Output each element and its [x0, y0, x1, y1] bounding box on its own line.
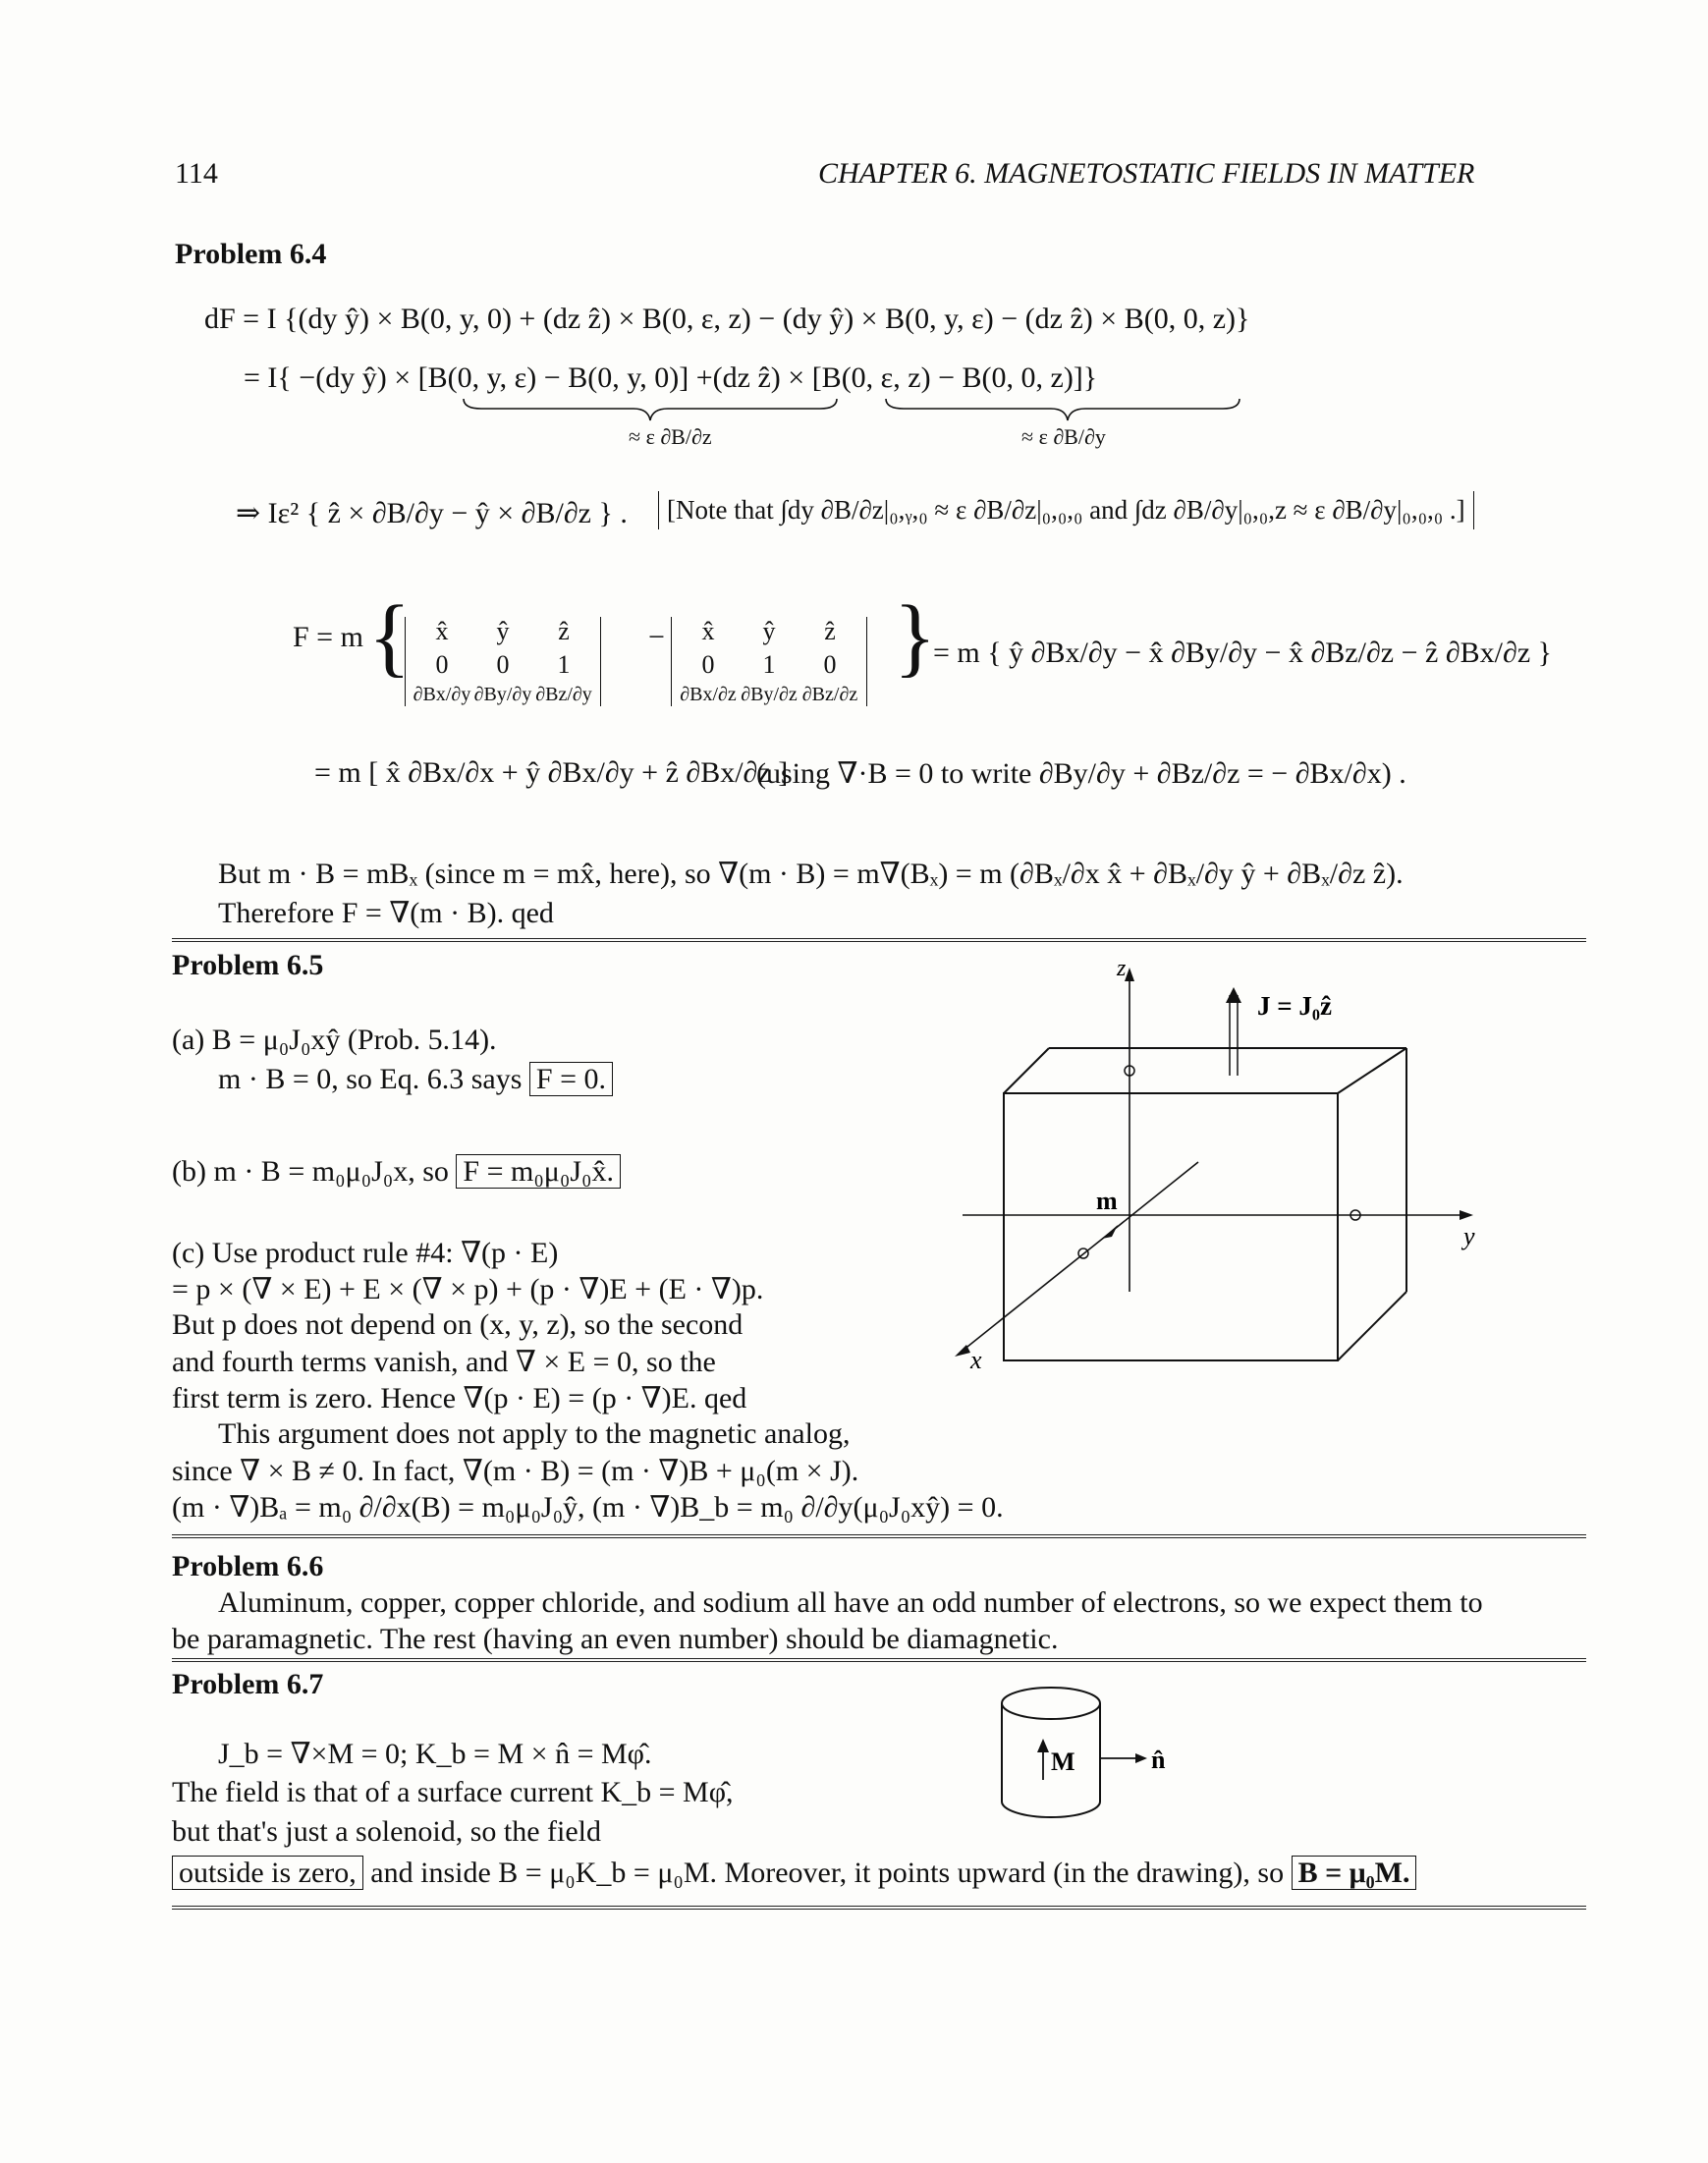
p65-figure — [933, 958, 1483, 1370]
p65-c5: first term is zero. Hence ∇(p · E) = (p · ∇)E. qed — [172, 1382, 747, 1414]
matrix-cell: ẑ — [558, 617, 570, 645]
chapter-title: CHAPTER 6. MAGNETOSTATIC FIELDS IN MATTER — [818, 157, 1475, 190]
p64-F-rhs: = m { ŷ ∂Bx/∂y − x̂ ∂By/∂y − x̂ ∂Bz/∂z − ẑ ∂Bx/∂z } — [933, 637, 1553, 669]
matrix-cell: 0 — [496, 650, 510, 679]
matrix-cell: ∂By/∂y — [473, 684, 532, 705]
matrix-cell: 0 — [701, 650, 715, 679]
brace-close: } — [894, 588, 937, 686]
p65-c1: (c) Use product rule #4: ∇(p · E) — [172, 1237, 559, 1269]
problem-6-6-title: Problem 6.6 — [172, 1550, 324, 1582]
p65-c2: = p × (∇ × E) + E × (∇ × p) + (p · ∇)E + (E · ∇)p. — [172, 1273, 764, 1305]
matrix-cell: 0 — [823, 650, 837, 679]
matrix-cell: ŷ — [762, 617, 776, 645]
p64-F-line2: = m [ x̂ ∂Bx/∂x + ŷ ∂Bx/∂y + ẑ ∂Bx/∂z ] — [314, 756, 789, 789]
p64-therefore: Therefore F = ∇(m · B). qed — [218, 897, 554, 929]
p66-line2: be paramagnetic. The rest (having an even number) should be diamagnetic. — [172, 1623, 1059, 1655]
matrix-cell: ẑ — [824, 617, 836, 645]
p65-c7: since ∇ × B ≠ 0. In fact, ∇(m · B) = (m · ∇)B + μ₀(m × J). — [172, 1455, 859, 1487]
fig-m-label: m — [1096, 1187, 1118, 1215]
matrix-cell: ∂Bx/∂z — [680, 684, 737, 705]
p64-F-lhs: F = m — [293, 621, 363, 653]
p65-c3: But p does not depend on (x, y, z), so the second — [172, 1308, 744, 1341]
p64-eq2 — [244, 361, 1097, 395]
matrix-cell: 0 — [435, 650, 449, 679]
p64-eq2-d: [B(0, ε, z) − B(0, 0, z)] — [811, 361, 1083, 394]
fig-J-label: J = J₀ẑ — [1257, 991, 1332, 1021]
problem-6-4-title: Problem 6.4 — [175, 238, 327, 270]
brace-open: { — [368, 588, 412, 686]
matrix-cell: ∂Bx/∂y — [413, 684, 471, 705]
fig-x-label: x — [970, 1346, 982, 1370]
rule-2 — [172, 1534, 1586, 1538]
matrix-cell: ∂Bz/∂y — [535, 684, 592, 705]
p65-a1: (a) B = μ₀J₀xŷ (Prob. 5.14). — [172, 1024, 497, 1056]
fig-M-label: M — [1051, 1747, 1075, 1776]
p65-a2-text: m · B = 0, so Eq. 6.3 says — [218, 1063, 523, 1095]
matrix-cell: x̂ — [701, 617, 715, 645]
matrix-cell: 1 — [557, 650, 571, 679]
p65-c4: and fourth terms vanish, and ∇ × E = 0, so the — [172, 1346, 716, 1378]
p67-line3: but that's just a solenoid, so the field — [172, 1815, 602, 1848]
problem-6-7-title: Problem 6.7 — [172, 1668, 324, 1700]
p65-b1-text: (b) m · B = m₀μ₀J₀x, so — [172, 1155, 449, 1188]
matrix-cell: 1 — [762, 650, 776, 679]
matrix-cell: ∂Bz/∂z — [801, 684, 858, 705]
p64-eq2-c: +(dz ẑ) × — [689, 361, 812, 394]
matrix-cell: x̂ — [435, 617, 449, 645]
fig-n-label: n̂ — [1151, 1746, 1166, 1774]
p66-line1: Aluminum, copper, copper chloride, and sodium all have an odd number of electrons, so we expect them to — [218, 1586, 1483, 1619]
p64-eq3-lhs: ⇒ Iε² { ẑ × ∂B/∂y − ŷ × ∂B/∂z } . — [236, 497, 628, 529]
p64-but-line: But m · B = mBₓ (since m = mx̂, here), so ∇(m · B) = m∇(Bₓ) = m (∂Bₓ/∂x x̂ + ∂Bₓ/∂y ŷ + ∂Bₓ/∂z ẑ). — [218, 858, 1404, 890]
p65-b1 — [172, 1155, 621, 1189]
matrix-cell: ∂By/∂z — [741, 684, 798, 705]
minus-sign: − — [648, 621, 665, 653]
rule-4 — [172, 1906, 1586, 1910]
p67-line2: The field is that of a surface current K_b = Mφ̂, — [172, 1776, 734, 1808]
approx-dBdy: ≈ ε ∂B/∂y — [1021, 424, 1106, 449]
matrix-2 — [671, 617, 867, 706]
p64-eq2-e: } — [1082, 361, 1098, 394]
p65-a2-box: F = 0. — [529, 1062, 613, 1096]
p67-line4 — [172, 1857, 1416, 1890]
matrix-1 — [405, 617, 601, 706]
underbraces — [462, 397, 1247, 426]
p65-b1-box: F = m₀μ₀J₀x̂. — [456, 1154, 621, 1189]
approx-dBdz: ≈ ε ∂B/∂z — [629, 424, 712, 449]
p67-box-result: B = μ₀M. — [1292, 1856, 1417, 1890]
p65-c6: This argument does not apply to the magnetic analog, — [218, 1417, 851, 1450]
p64-F-line2-note: (using ∇·B = 0 to write ∂By/∂y + ∂Bz/∂z = − ∂Bx/∂x) . — [756, 757, 1406, 790]
fig-y-label: y — [1463, 1222, 1475, 1250]
page-number: 114 — [175, 157, 218, 190]
p67-line4-mid: and inside B = μ₀K_b = μ₀M. Moreover, it points upward (in the drawing), so — [362, 1857, 1285, 1889]
rule-3 — [172, 1658, 1586, 1662]
p67-line1: J_b = ∇×M = 0; K_b = M × n̂ = Mφ̂. — [218, 1738, 652, 1770]
p64-eq2-a: = I{ −(dy ŷ) × — [244, 361, 418, 394]
p64-eq3-note: [Note that ∫dy ∂B/∂z|₀,ᵧ,₀ ≈ ε ∂B/∂z|₀,₀,₀ and ∫dz ∂B/∂y|₀,₀,z ≈ ε ∂B/∂y|₀,₀,₀ .] — [658, 491, 1474, 529]
fig-z-label: z — [1117, 958, 1127, 981]
p67-box-outside: outside is zero, — [172, 1856, 363, 1890]
problem-6-5-title: Problem 6.5 — [172, 949, 324, 981]
p65-c8: (m · ∇)Bₐ = m₀ ∂/∂x(B) = m₀μ₀J₀ŷ, (m · ∇)B_b = m₀ ∂/∂y(μ₀J₀xŷ) = 0. — [172, 1491, 1004, 1524]
p65-a2 — [218, 1063, 613, 1096]
rule-1 — [172, 938, 1586, 942]
matrix-cell: ŷ — [496, 617, 510, 645]
p67-figure — [992, 1682, 1208, 1829]
p64-eq1: dF = I {(dy ŷ) × B(0, y, 0) + (dz ẑ) × B(0, ε, z) − (dy ŷ) × B(0, y, ε) − (dz ẑ) × B(0, 0, z)} — [204, 303, 1250, 335]
p64-eq2-b: [B(0, y, ε) − B(0, y, 0)] — [417, 361, 689, 394]
